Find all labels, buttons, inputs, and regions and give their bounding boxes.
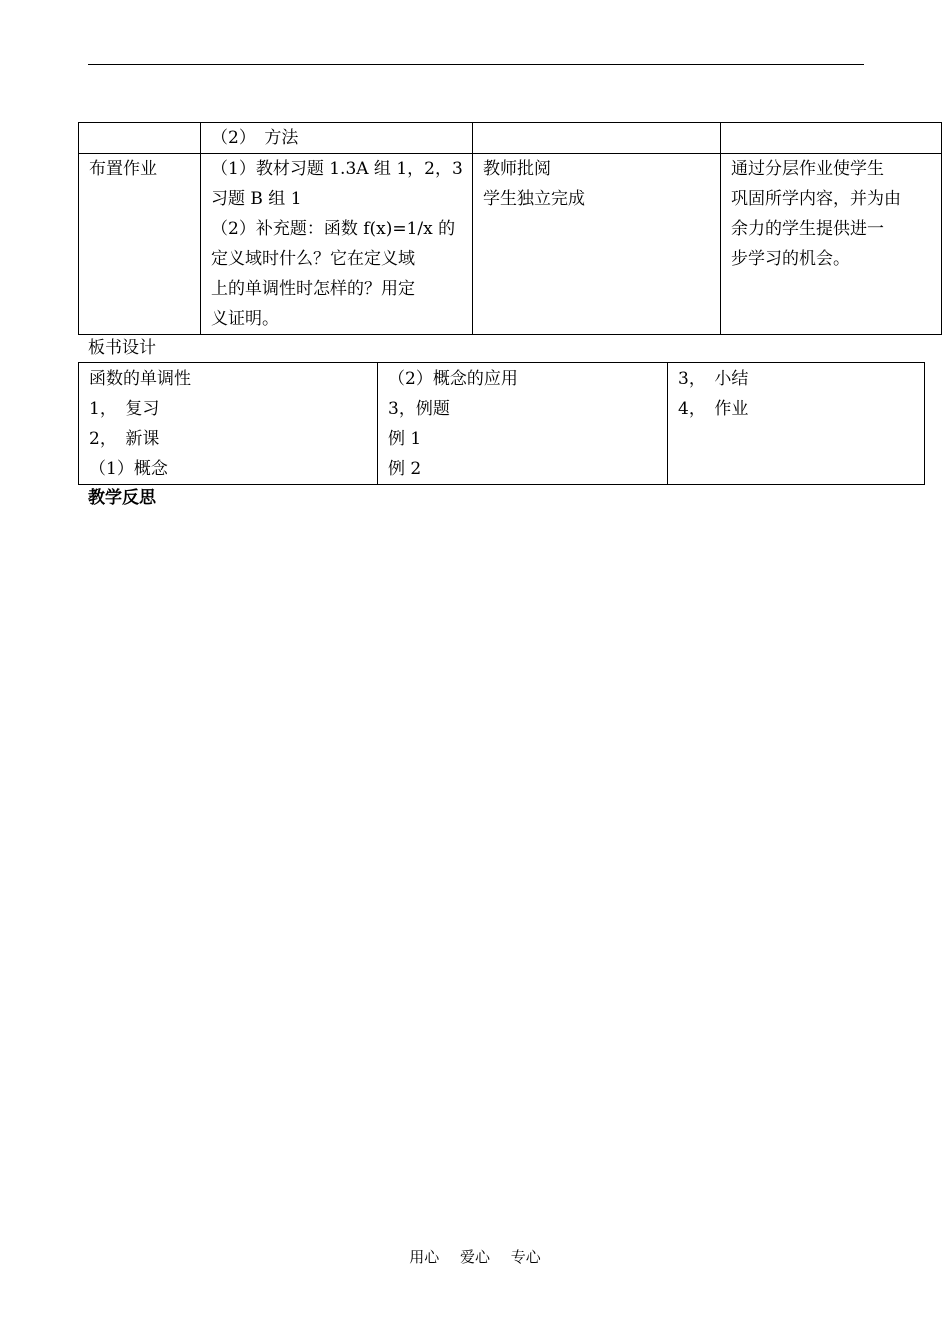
- content-cell: [201, 154, 473, 335]
- footer-text: 专心: [510, 1248, 541, 1266]
- footer-text: 爱心: [459, 1248, 490, 1266]
- table-row: [79, 363, 925, 485]
- board-line: 例 1: [388, 429, 422, 449]
- footer-text: 用心: [409, 1248, 440, 1266]
- board-line: 例 2: [388, 459, 422, 479]
- activity-line: 教师批阅: [483, 159, 551, 179]
- board-design-table: [78, 362, 925, 485]
- board-line: 3，例题: [388, 399, 450, 419]
- board-column: [378, 363, 668, 485]
- header-rule: [88, 64, 864, 65]
- page-footer: [0, 1246, 950, 1268]
- board-column: [79, 363, 378, 485]
- board-column: [668, 363, 925, 485]
- activity-cell: [473, 123, 721, 154]
- board-line: （2）概念的应用: [388, 369, 518, 389]
- content-line: 习题 B 组 1: [211, 189, 302, 209]
- purpose-line: 巩固所学内容，并为由: [731, 189, 901, 209]
- stage-cell: [79, 123, 201, 154]
- purpose-line: 步学习的机会。: [731, 249, 850, 269]
- lesson-plan-table: [78, 122, 942, 335]
- board-line: （1）概念: [89, 459, 168, 479]
- board-line: 2， 新课: [89, 429, 160, 449]
- content-line: （2）补充题：函数 f(x)=1/x 的: [211, 219, 456, 239]
- board-line: 3， 小结: [678, 369, 749, 389]
- purpose-cell: [721, 123, 942, 154]
- activity-cell: [473, 154, 721, 335]
- purpose-cell: [721, 154, 942, 335]
- board-line: 函数的单调性: [89, 369, 191, 389]
- content-line: 义证明。: [211, 309, 279, 329]
- purpose-line: 余力的学生提供进一: [731, 219, 884, 239]
- reflection-title: 教学反思: [88, 488, 156, 508]
- content-cell: （2） 方法: [201, 123, 473, 154]
- table-row: [79, 123, 942, 154]
- board-line: 4， 作业: [678, 399, 749, 419]
- purpose-line: 通过分层作业使学生: [731, 159, 884, 179]
- content-line: 上的单调性时怎样的？用定: [211, 279, 415, 299]
- board-design-title: 板书设计: [88, 338, 156, 358]
- content-line: 定义域时什么？它在定义域: [211, 249, 415, 269]
- stage-cell: 布置作业: [79, 154, 201, 335]
- activity-line: 学生独立完成: [483, 189, 585, 209]
- content-line: （1）教材习题 1.3A 组 1，2，3: [211, 159, 463, 179]
- table-row: [79, 154, 942, 335]
- board-line: 1， 复习: [89, 399, 160, 419]
